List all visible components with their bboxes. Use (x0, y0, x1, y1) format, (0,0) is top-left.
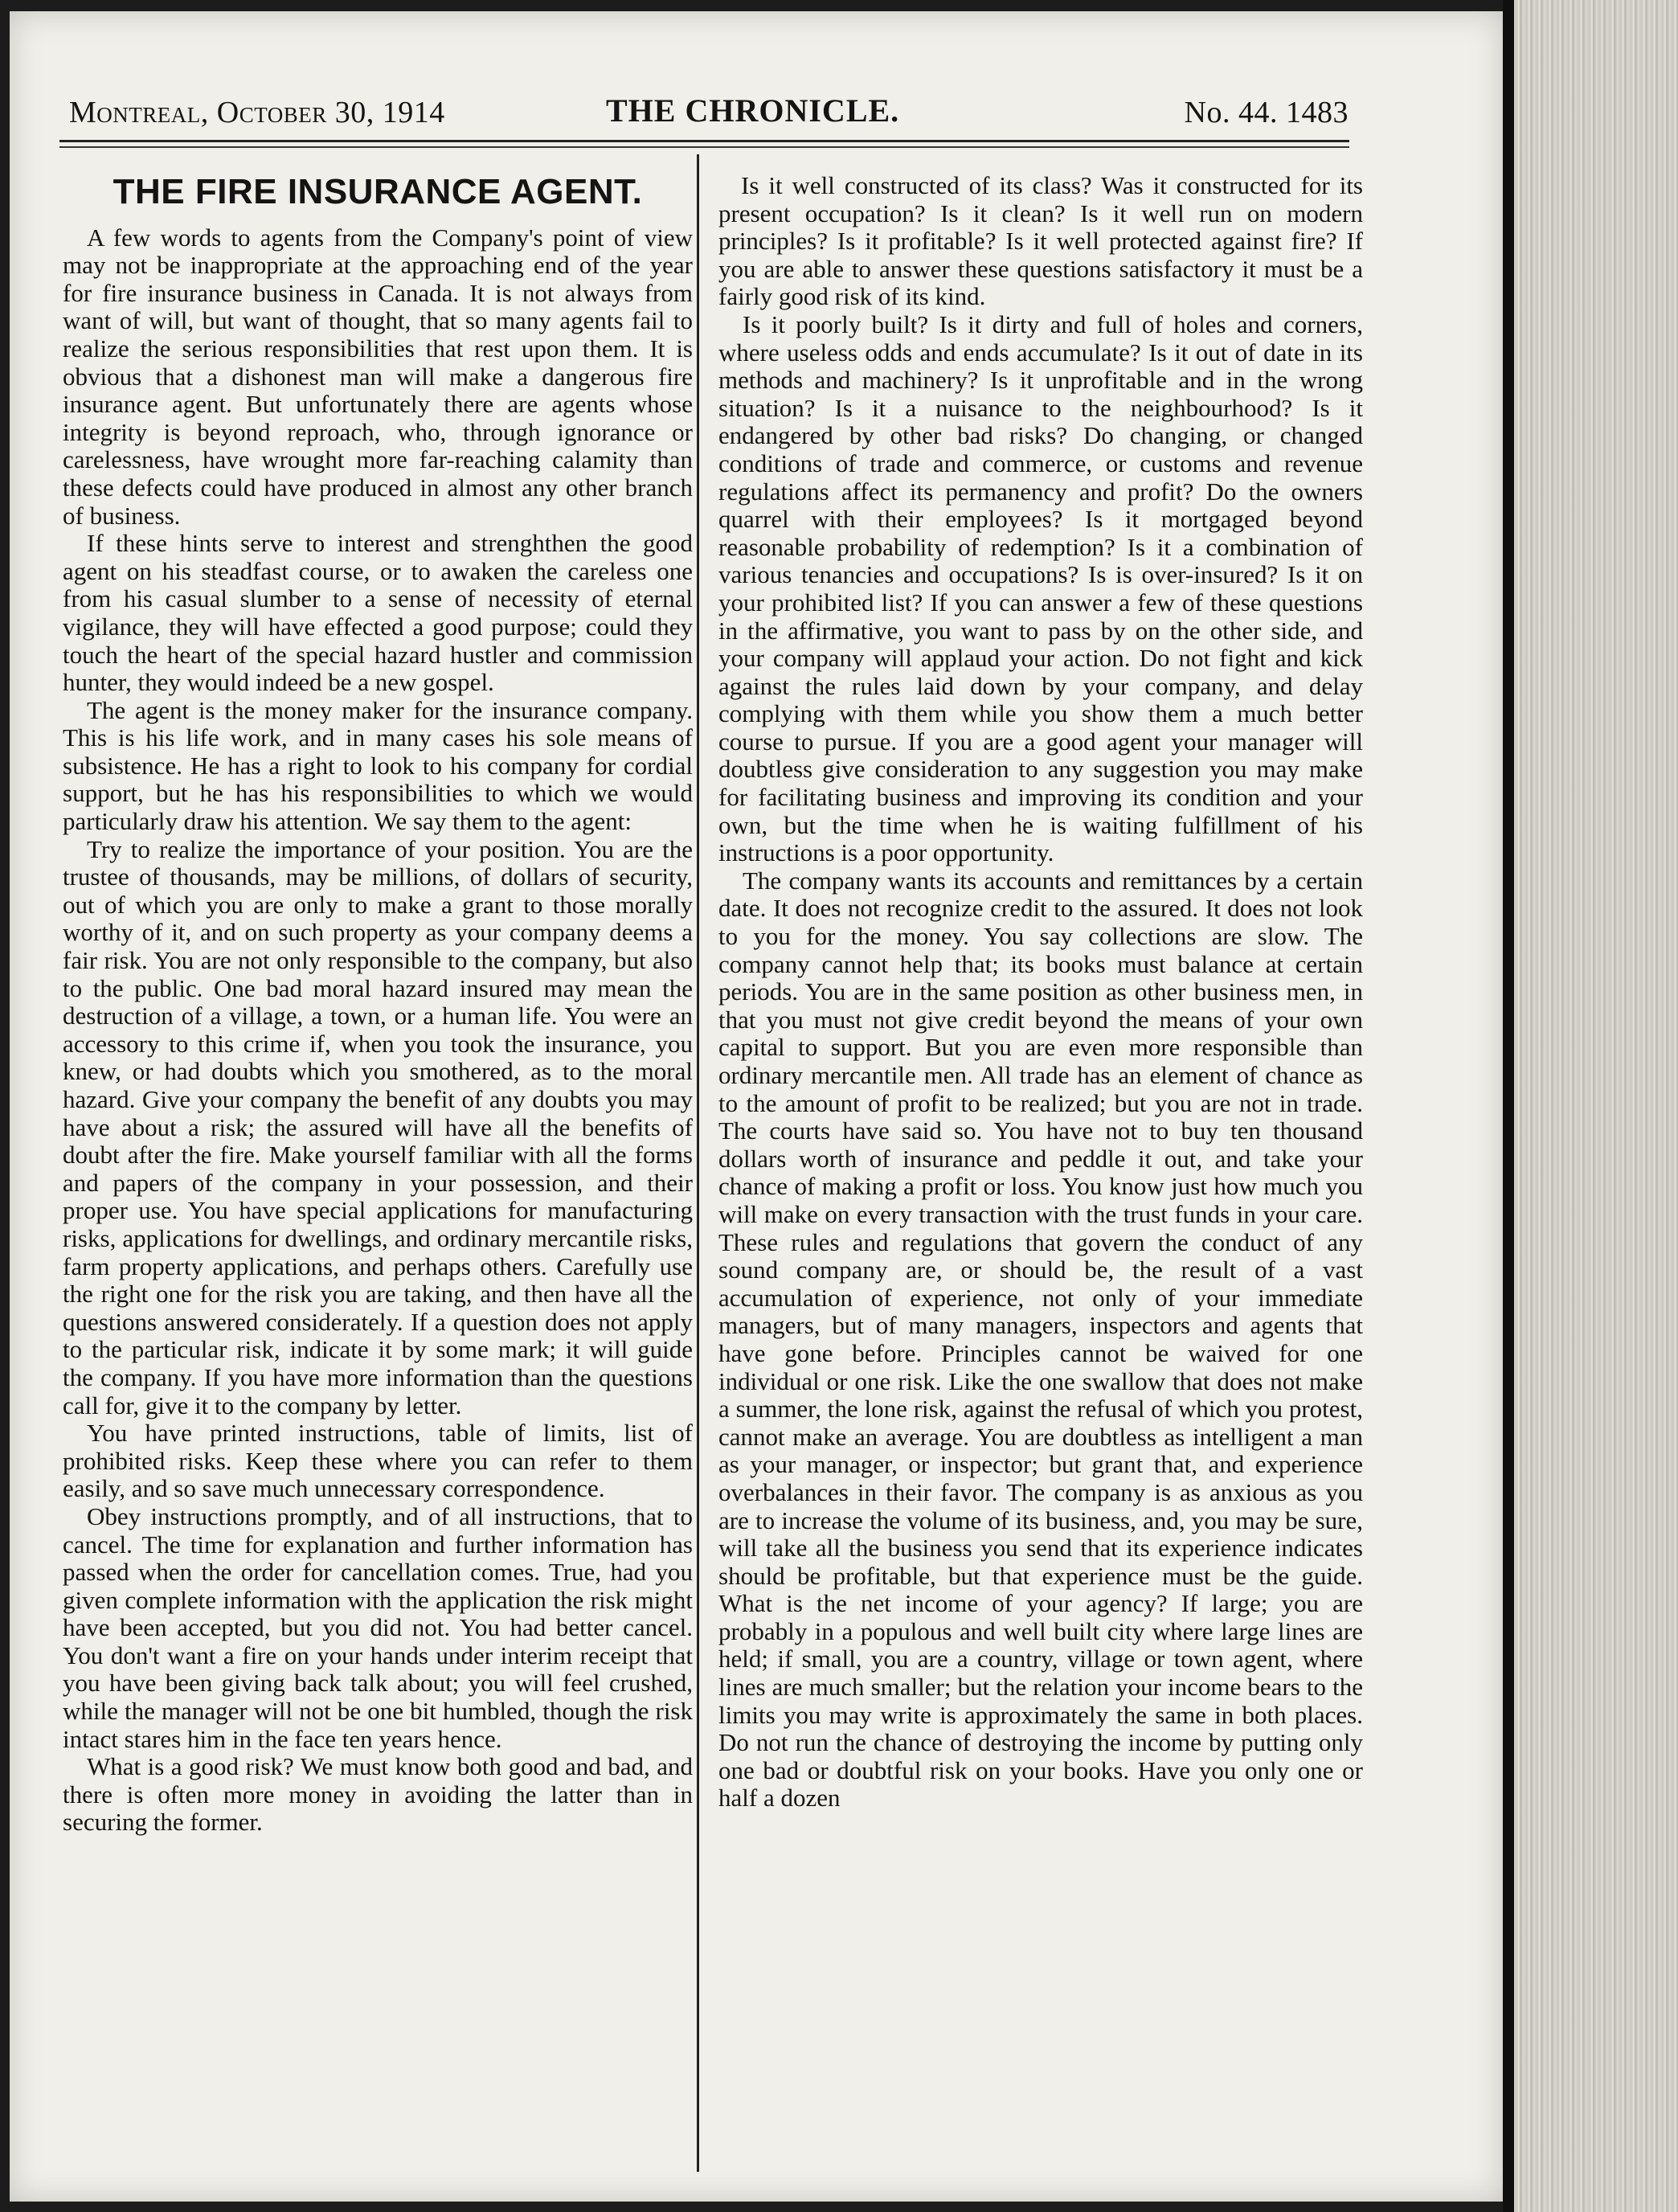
paragraph: Obey instructions promptly, and of all instructions, that to cancel. The time for explanation and further information has passed when the order for cancellation comes. True, had you given complete information with the application the risk might have been accepted, but you did not. You had better cancel. You don't want a fire on your hands under interim receipt that you have been giving back talk about; you will feel crushed, while the manager will not be one bit humbled, though the risk intact stares him in the face ten years hence. (63, 1501, 693, 1753)
paragraph: The company wants its accounts and remittances by a certain date. It does not recognize credit to the assured. It does not look to you for the money. You say collections are slow. The company cannot help that; its books must balance at certain periods. You are in the same position as other business men, in that you must not give credit beyond the means of your own capital to support. But you are even more responsible than ordinary mercantile men. All trade has an element of chance as to the amount of profit to be realized; but you are not in trade. The courts have said so. You have not to buy ten thousand dollars worth of insurance and peddle it out, and take your chance of making a profit or loss. You know just how much you will make on every transaction with the trust funds in your care. These rules and regulations that govern the conduct of any sound company are, or should be, the result of a vast accumulation of experience, not only of your immediate managers, but of many managers, inspectors and agents that have gone before. Principles cannot be waived for one individual or one risk. Like the one swallow that does not make a summer, the lone risk, against the refusal of which you protest, cannot make an average. You are doubtless as intelligent a man as your manager, or inspector; but grant that, and experience overbalances in their favor. The company is as anxious as you are to increase the volume of its business, and, you may be sure, will take all the business you send that its experience indicates should be profitable, but that experience must be the guide. What is the net income of your agency? If large; you are probably in a populous and well built city where large lines are held; if small, you are a country, village or town agent, where lines are much smaller; but the relation your income bears to the limits you may write is approximately the same in both places. Do not run the chance of destroying the income by putting only one bad or doubtful risk on your books. Have you only one or half a dozen (718, 866, 1363, 1813)
book-page-edges (1503, 0, 1678, 2212)
right-column (718, 172, 1363, 1813)
paragraph: A few words to agents from the Company's point of view may not be inappropriate at the approaching end of the year for fire insurance business in Canada. It is not always from want of will, but want of thought, that so many agents fail to realize the serious responsibilities that rest upon them. It is obvious that a dishonest man will make a dangerous fire insurance agent. But unfortunately there are agents whose integrity is beyond reproach, who, through ignorance or carelessness, have wrought more far-reaching calamity than these defects could have produced in almost any other branch of business. (63, 223, 693, 530)
issue-page-number: No. 44. 1483 (1184, 96, 1349, 129)
newspaper-page (10, 11, 1503, 2202)
paragraph: What is a good risk? We must know both good and bad, and there is often more money in avoiding the latter than in securing the former. (63, 1752, 693, 1837)
paragraph: Is it well constructed of its class? Was it constructed for its present occupation? Is it clean? Is it well run on modern principles? Is it profitable? Is it well protected against fire? If you are able to answer these questions satisfactory it must be a fairly good risk of its kind. (718, 171, 1363, 311)
column-divider (697, 154, 699, 2172)
dateline: Montreal, October 30, 1914 (69, 96, 445, 129)
left-column (63, 154, 693, 1837)
paragraph: The agent is the money maker for the insurance company. This is his life work, and in many cases his sole means of subsistence. He has a right to look to his company for cordial support, but he has his responsibilities to which we would particularly draw his attention. We say them to the agent: (63, 695, 693, 836)
paragraph: Try to realize the importance of your position. You are the trustee of thousands, may be millions, of dollars of security, out of which you are only to make a grant to those morally worthy of it, and on such property as your company deems a fair risk. You are not only responsible to the company, but also to the public. One bad moral hazard insured may mean the destruction of a village, a town, or a human life. You were an accessory to this crime if, when you took the insurance, you knew, or had doubts which you smothered, as to the moral hazard. Give your company the benefit of any doubts you may have about a risk; the assured will have all the benefits of doubt after the fire. Make yourself familiar with all the forms and papers of the company in your possession, and their proper use. You have special applications for manufacturing risks, applications for dwellings, and ordinary mercantile risks, farm property applications, and perhaps others. Carefully use the right one for the risk you are taking, and then have all the questions answered considerately. If a question does not apply to the particular risk, indicate it by some mark; it will guide the company. If you have more information than the questions call for, give it to the company by letter. (63, 834, 693, 1419)
paragraph: Is it poorly built? Is it dirty and full of holes and corners, where useless odds and ends accumulate? Is it out of date in its methods and machinery? Is it unprofitable and in the wrong situation? Is it a nuisance to the neighbourhood? Is it endangered by other bad risks? Do changing, or changed conditions of trade and commerce, or customs and revenue regulations affect its permanency and profit? Do the owners quarrel with their employees? Is it mortgaged beyond reasonable probability of redemption? Is it a combination of various tenancies and occupations? Is is over-insured? Is it on your prohibited list? If you can answer a few of these questions in the affirmative, you want to pass by on the other side, and your company will applaud your action. Do not fight and kick against the rules laid down by your company, and delay complying with them while you show them a much better course to pursue. If you are a good agent your manager will doubtless give consideration to any suggestion you may make for facilitating business and improving its condition and your own, but the time when he is waiting fulfillment of his instructions is a poor opportunity. (718, 309, 1363, 867)
header-rule-thick (59, 140, 1349, 142)
article-title: THE FIRE INSURANCE AGENT. (113, 172, 643, 211)
page-header (59, 90, 1349, 135)
binding-shadow (1503, 0, 1514, 2212)
paragraph: If these hints serve to interest and strenghthen the good agent on his steadfast course, or to awaken the careless one from his casual slumber to a sense of necessity of eternal vigilance, they will have effected a good purpose; could they touch the heart of the special hazard hustler and commission hunter, they would indeed be a new gospel. (63, 529, 693, 697)
paragraph: You have printed instructions, table of limits, list of prohibited risks. Keep these where you can refer to them easily, and so save much unnecessary correspondence. (63, 1419, 693, 1503)
header-rule-thin (59, 146, 1349, 148)
publication-title: THE CHRONICLE. (606, 92, 900, 129)
